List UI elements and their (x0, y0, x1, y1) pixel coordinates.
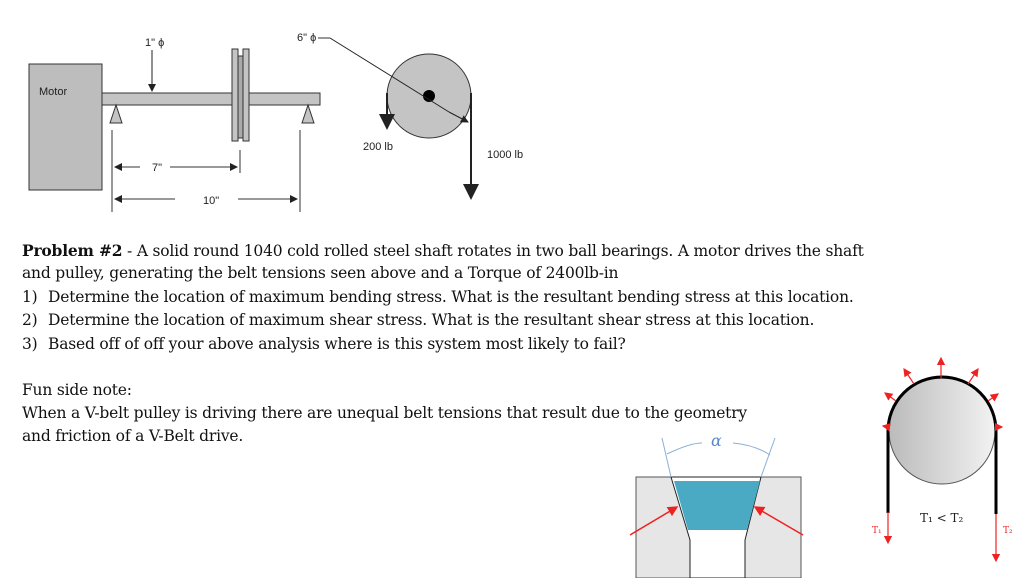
pulley-diameter-label: 6" ϕ (297, 32, 317, 44)
shaft-diagram (29, 37, 320, 212)
alpha-label: α (711, 431, 722, 450)
problem-title: Problem #2 (22, 241, 123, 260)
t2-label: T₂ (1003, 526, 1013, 536)
shaft (102, 93, 320, 105)
question-3 (22, 335, 626, 353)
force-200lb: 200 lb (363, 141, 393, 153)
motor-box (29, 64, 102, 190)
force-1000lb: 1000 lb (487, 149, 524, 161)
pulley-end-view (297, 32, 523, 198)
dim-10in: 10" (203, 195, 220, 207)
note-heading: Fun side note: (22, 381, 132, 399)
shaft-diameter-label: 1" ϕ (145, 37, 165, 49)
question-text: Based off of off your above analysis where is this system most likely to fail? (48, 335, 626, 353)
belt-tension-diagram (872, 358, 1013, 561)
pulley-side (243, 49, 249, 141)
question-text: Determine the location of maximum bending stress. What is the resultant bending stress at this location. (48, 288, 854, 306)
question-text: Determine the location of maximum shear stress. What is the resultant shear stress at this location. (48, 311, 815, 329)
question-number: 3) (22, 335, 38, 353)
tension-relation: T₁ < T₂ (920, 511, 964, 525)
question-2 (22, 311, 814, 329)
question-number: 2) (22, 311, 38, 329)
t1-label: T₁ (872, 526, 882, 536)
bearing-left (110, 105, 122, 123)
question-1 (22, 288, 854, 306)
bearing-right (302, 105, 314, 123)
vbelt-section (630, 431, 803, 578)
question-number: 1) (22, 288, 38, 306)
motor-label: Motor (39, 86, 68, 98)
note-line-1: When a V-belt pulley is driving there are unequal belt tensions that result due to the geometry (22, 404, 747, 422)
note-line-2: and friction of a V-Belt drive. (22, 427, 244, 445)
intro-text: - A solid round 1040 cold rolled steel shaft rotates in two ball bearings. A motor drives the shaft (122, 242, 864, 260)
problem-intro (22, 241, 864, 260)
intro-text-2: and pulley, generating the belt tensions seen above and a Torque of 2400lb-in (22, 264, 619, 282)
dim-7in: 7" (152, 162, 163, 174)
belt (674, 481, 760, 530)
